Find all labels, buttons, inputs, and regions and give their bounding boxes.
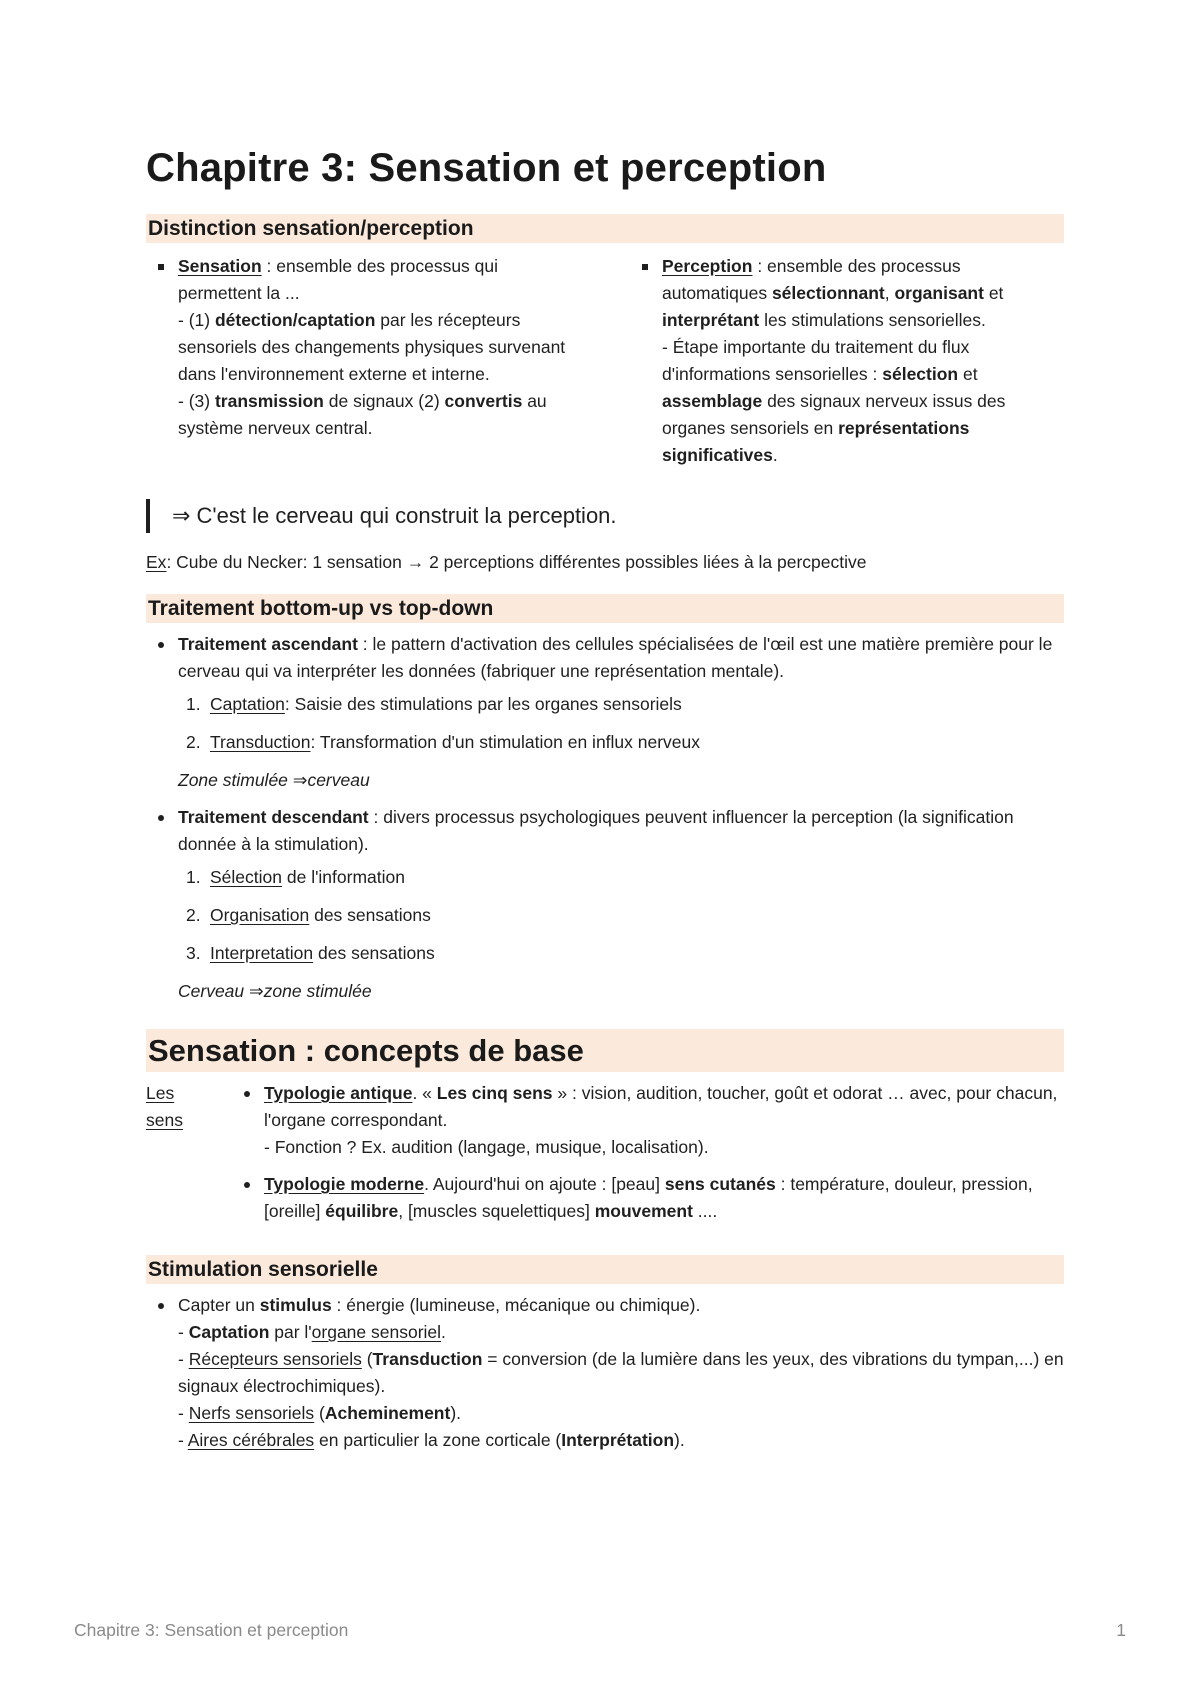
- senses-block: [146, 1080, 1064, 1225]
- footer-title: Chapitre 3: Sensation et perception: [74, 1620, 349, 1640]
- term-descendant: Traitement descendant: [178, 807, 369, 827]
- step-term: Captation: [210, 694, 285, 714]
- text: ).: [674, 1430, 685, 1450]
- bullet-list: [146, 253, 580, 442]
- footer-page-number: 1: [1116, 1620, 1126, 1640]
- bold-text: détection/captation: [214, 310, 376, 330]
- senses-label-line1: Les: [146, 1083, 175, 1103]
- step-number: 1.: [186, 867, 201, 887]
- term-typologie-antique: Typologie antique: [264, 1083, 413, 1103]
- column-sensation: [146, 253, 610, 469]
- text: de signaux (2): [323, 391, 445, 411]
- two-column-block: [146, 253, 1064, 469]
- step-text: : Transformation d'un stimulation en influx nerveux: [310, 732, 701, 752]
- text: -: [178, 1322, 189, 1342]
- term-perception: Perception: [662, 256, 753, 276]
- bold-text: Les cinq sens: [436, 1083, 553, 1103]
- page-title: Chapitre 3: Sensation et perception: [146, 146, 827, 190]
- ascendant-note: Zone stimulée ⇒cerveau: [178, 770, 370, 790]
- bullet-list: [630, 253, 1064, 469]
- text: -: [178, 1403, 189, 1423]
- descendant-note: Cerveau ⇒zone stimulée: [178, 981, 372, 1001]
- text: ,: [884, 283, 895, 303]
- text: = conversion (de la lumière dans les yeux, des vibrations du tympan,...) en signaux électrochimiques).: [178, 1349, 1064, 1396]
- text: - (3): [178, 391, 215, 411]
- term-sensation: Sensation: [178, 256, 262, 276]
- text: : température, douleur, pression, [oreille]: [264, 1174, 1033, 1221]
- underlined-text: Aires cérébrales: [187, 1430, 315, 1450]
- stimulation-list: [146, 1292, 1064, 1454]
- bold-text: mouvement: [594, 1201, 693, 1221]
- step-term: Sélection: [210, 867, 282, 887]
- text: les stimulations sensorielles.: [759, 310, 986, 330]
- text: : ensemble des processus qui permettent la ...: [178, 256, 499, 303]
- bold-text: assemblage: [662, 391, 763, 411]
- bold-text: transmission: [214, 391, 324, 411]
- text: (: [361, 1349, 373, 1369]
- step-number: 3.: [186, 943, 201, 963]
- bold-text: convertis: [444, 391, 523, 411]
- text: -: [178, 1349, 189, 1369]
- underlined-text: Nerfs sensoriels: [188, 1403, 315, 1423]
- text: , [muscles squelettiques]: [398, 1201, 595, 1221]
- text: ....: [692, 1201, 718, 1221]
- example-label: Ex: [146, 552, 167, 572]
- step-number: 2.: [186, 732, 201, 752]
- descendant-steps: [178, 864, 1064, 967]
- step-number: 1.: [186, 694, 201, 714]
- bold-text: Acheminement: [324, 1403, 451, 1423]
- text: et: [983, 283, 1004, 303]
- bold-text: Captation: [188, 1322, 270, 1342]
- text: - (1): [178, 310, 215, 330]
- bold-text: sens cutanés: [664, 1174, 776, 1194]
- underlined-text: organe sensoriel: [311, 1322, 442, 1342]
- section-heading-concepts: Sensation : concepts de base: [146, 1029, 1064, 1072]
- step-term: Transduction: [210, 732, 311, 752]
- text: et: [958, 364, 978, 384]
- list-item-ascendant: [146, 631, 1064, 794]
- section-heading-distinction: Distinction sensation/perception: [146, 214, 1064, 243]
- text: - Fonction ? Ex. audition (langage, musique, localisation).: [264, 1137, 709, 1157]
- step-text: : Saisie des stimulations par les organes sensoriels: [284, 694, 682, 714]
- step-term: Interpretation: [210, 943, 314, 963]
- section-heading-stimulation: Stimulation sensorielle: [146, 1255, 1064, 1284]
- bold-text: Interprétation: [561, 1430, 675, 1450]
- text: (: [314, 1403, 325, 1423]
- term-ascendant: Traitement ascendant: [178, 634, 358, 654]
- step-text: de l'information: [282, 867, 405, 887]
- list-item-descendant: [146, 804, 1064, 1005]
- step-number: 2.: [186, 905, 201, 925]
- bold-text: sélectionnant: [771, 283, 885, 303]
- ascendant-steps: [178, 691, 1064, 756]
- step-item: [178, 902, 1064, 929]
- senses-list: [232, 1080, 1064, 1225]
- bold-text: équilibre: [325, 1201, 399, 1221]
- text: Capter un: [178, 1295, 260, 1315]
- senses-list-wrapper: [216, 1080, 1064, 1225]
- step-term: Organisation: [210, 905, 310, 925]
- step-item: [178, 940, 1064, 967]
- text: » : vision, audition, toucher, goût et odorat … avec, pour chacun, l'organe correspondant.: [264, 1083, 1058, 1130]
- underlined-text: Récepteurs sensoriels: [188, 1349, 362, 1369]
- term-typologie-moderne: Typologie moderne: [264, 1174, 425, 1194]
- step-text: des sensations: [309, 905, 431, 925]
- bold-text: organisant: [894, 283, 984, 303]
- section-heading-bottom-up-top-down: Traitement bottom-up vs top-down: [146, 594, 1064, 623]
- list-item-typologie-moderne: [232, 1171, 1064, 1225]
- text: . Aujourd'hui on ajoute : [peau]: [424, 1174, 665, 1194]
- text: par les récepteurs sensoriels des changements physiques survenant dans l'environnement externe et interne.: [178, 310, 566, 384]
- step-item: [178, 691, 1064, 718]
- step-item: [178, 729, 1064, 756]
- callout-quote: ⇒ C'est le cerveau qui construit la perception.: [146, 499, 1064, 533]
- text: : ensemble des processus automatiques: [662, 256, 961, 303]
- senses-label-line2: sens: [146, 1110, 183, 1130]
- text: . «: [412, 1083, 437, 1103]
- senses-label: [146, 1080, 216, 1225]
- text: .: [772, 445, 778, 465]
- bold-text: sélection: [882, 364, 959, 384]
- text: - Étape importante du traitement du flux d'informations sensorielles :: [662, 337, 970, 384]
- text: : le pattern d'activation des cellules spécialisées de l'œil est une matière première pour le cerveau qui va interpréter les données (fabriquer une représentation mentale).: [178, 634, 1053, 681]
- list-item-sensation: [146, 253, 580, 442]
- list-item-typologie-antique: [232, 1080, 1064, 1161]
- text: par l': [269, 1322, 312, 1342]
- text: : énergie (lumineuse, mécanique ou chimique).: [331, 1295, 701, 1315]
- list-item-perception: [630, 253, 1064, 469]
- bold-text: représentations significatives: [662, 418, 970, 465]
- processing-list: [146, 631, 1064, 1005]
- text: au système nerveux central.: [178, 391, 547, 438]
- example-text: : Cube du Necker: 1 sensation → 2 perceptions différentes possibles liées à la percpective: [166, 552, 867, 572]
- text: des signaux nerveux issus des organes sensoriels en: [662, 391, 1006, 438]
- text: .: [441, 1322, 446, 1342]
- bold-text: interprétant: [662, 310, 760, 330]
- example-line: [146, 549, 1064, 576]
- document-content: [146, 140, 1064, 1454]
- text: ).: [450, 1403, 462, 1423]
- text: en particulier la zone corticale (: [314, 1430, 562, 1450]
- step-item: [178, 864, 1064, 891]
- bold-text: Transduction: [372, 1349, 483, 1369]
- list-item-stimulus: [146, 1292, 1064, 1454]
- step-text: des sensations: [313, 943, 435, 963]
- text: : divers processus psychologiques peuvent influencer la perception (la signification donnée à la stimulation).: [178, 807, 1014, 854]
- bold-text: stimulus: [259, 1295, 332, 1315]
- column-perception: [610, 253, 1064, 469]
- text: -: [178, 1430, 188, 1450]
